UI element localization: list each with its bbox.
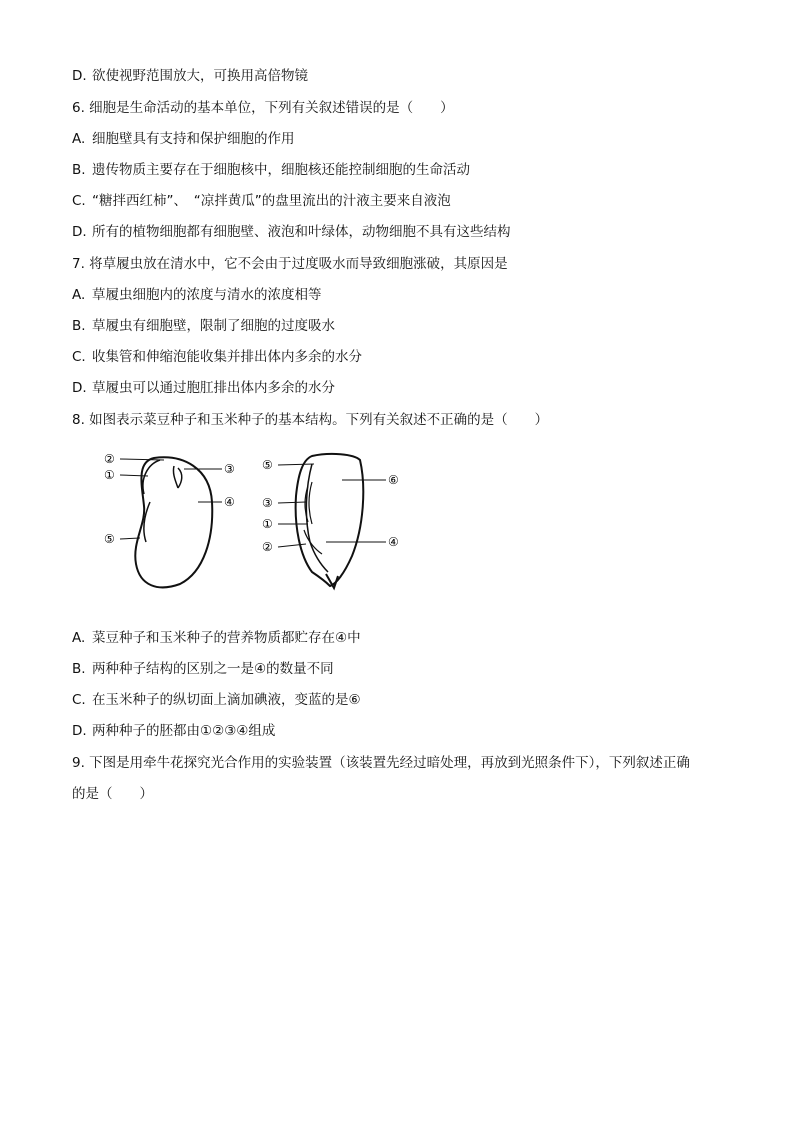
option-letter: D. [72,380,87,396]
option-letter: D. [72,224,87,240]
option-letter: A. [72,131,86,147]
option-letter: C. [72,692,86,708]
corn-tip [326,574,338,588]
q7-option-d [72,378,335,398]
leader-line [278,544,306,547]
corn-embryo [304,482,322,554]
q8-option-a [72,628,361,648]
option-letter: B. [72,318,86,334]
option-text: 在玉米种子的纵切面上滴加碘液，变蓝的是⑥ [92,692,361,708]
option-text: 细胞壁具有支持和保护细胞的作用 [92,131,295,147]
corn-label-3: ③ [262,496,273,510]
q7-option-a [72,285,322,305]
corn-label-2: ② [262,540,273,554]
q9-stem-line1: 9. 下图是用牵牛花探究光合作用的实验装置（该装置先经过暗处理，再放到光照条件下），下列叙述正确 [72,755,690,771]
option-text: 菜豆种子和玉米种子的营养物质都贮存在④中 [92,630,361,646]
q8-stem: 8. 如图表示菜豆种子和玉米种子的基本结构。下列有关叙述不正确的是（ ） [72,412,549,428]
corn-label-1: ① [262,517,273,531]
option-text: 所有的植物细胞都有细胞壁、液泡和叶绿体，动物细胞不具有这些结构 [92,224,511,240]
q6-option-b [72,160,470,180]
q6-option-d [72,222,511,242]
leader-line [278,502,306,503]
corn-endosperm-boundary [306,464,328,572]
corn-label-6: ⑥ [388,473,399,487]
option-letter: D. [72,68,87,84]
option-letter: A. [72,630,86,646]
bean-label-1: ① [104,468,115,482]
leader-line [278,464,314,465]
option-text: 草履虫细胞内的浓度与清水的浓度相等 [92,287,322,303]
q9-stem-line2: 的是（ ） [72,786,153,802]
option-text: 欲使视野范围放大，可换用高倍物镜 [92,68,308,84]
q8-option-c [72,690,361,710]
bean-seed-diagram [135,457,212,587]
option-letter: D. [72,723,87,739]
option-text: 收集管和伸缩泡能收集并排出体内多余的水分 [92,349,362,365]
bean-radicle [143,460,160,494]
option-letter: B. [72,162,86,178]
q6-option-c [72,191,451,211]
q8-option-d [72,721,275,741]
option-letter: A. [72,287,86,303]
option-letter: C. [72,193,86,209]
q5-option-d [72,66,308,86]
bean-leader-lines [120,459,222,539]
corn-seed-diagram [296,454,364,588]
q7-option-b [72,316,335,336]
leader-line [120,475,148,476]
bean-plumule [173,466,181,488]
bean-label-2: ② [104,452,115,466]
option-text: 两种种子的胚都由①②③④组成 [92,723,276,739]
option-text: 遗传物质主要存在于细胞核中，细胞核还能控制细胞的生命活动 [92,162,470,178]
option-text: 两种种子结构的区别之一是④的数量不同 [92,661,334,677]
bean-label-5: ⑤ [104,532,115,546]
q7-option-c [72,347,362,367]
seed-figure [98,446,418,596]
bean-label-3: ③ [224,462,235,476]
corn-seed-outline [296,454,364,586]
q6-stem: 6. 细胞是生命活动的基本单位，下列有关叙述错误的是（ ） [72,100,454,116]
option-letter: C. [72,349,86,365]
q6-option-a [72,129,295,149]
option-text: “糖拌西红柿”、 “凉拌黄瓜”的盘里流出的汁液主要来自液泡 [92,193,451,209]
corn-label-5: ⑤ [262,458,273,472]
q8-option-b [72,659,334,679]
q7-stem: 7. 将草履虫放在清水中，它不会由于过度吸水而导致细胞涨破，其原因是 [72,256,508,272]
corn-leader-lines [278,464,386,547]
leader-line [120,459,164,460]
option-text: 草履虫可以通过胞肛排出体内多余的水分 [92,380,335,396]
bean-label-4: ④ [224,495,235,509]
corn-label-4: ④ [388,535,399,549]
option-text: 草履虫有细胞壁，限制了细胞的过度吸水 [92,318,335,334]
option-letter: B. [72,661,86,677]
